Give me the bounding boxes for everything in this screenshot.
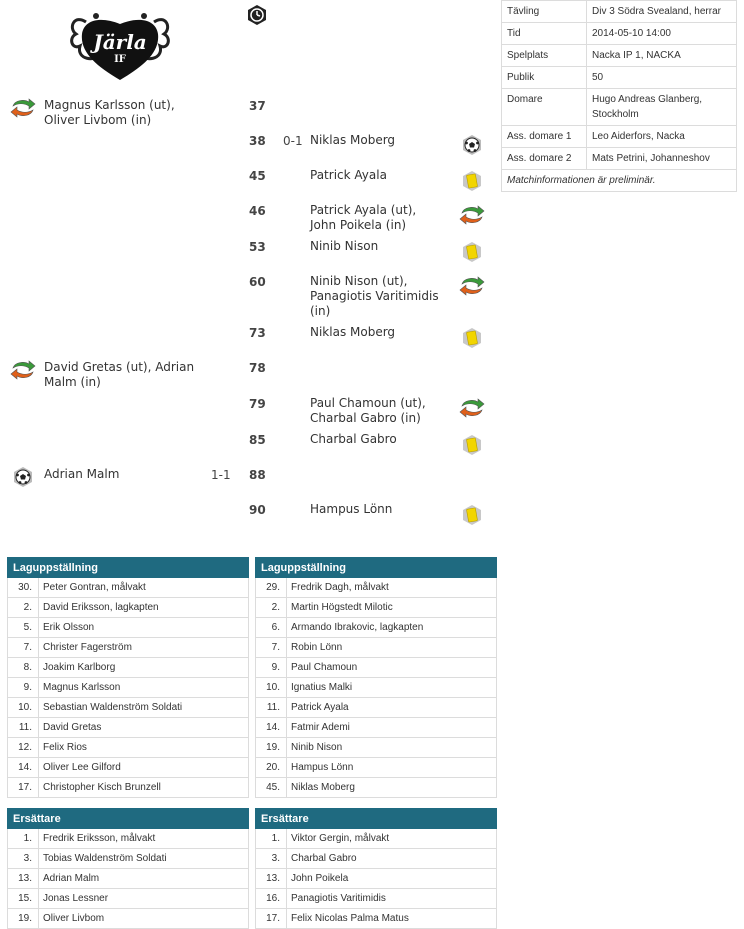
info-value: 2014-05-10 14:00 (587, 23, 737, 45)
away-event-text: Niklas Moberg (310, 133, 396, 147)
club-logo-suffix: IF (114, 54, 126, 65)
event-minute: 85 (249, 433, 266, 447)
player-row (256, 738, 497, 758)
event-minute: 78 (249, 361, 266, 375)
player-number: 9. (8, 678, 39, 698)
player-name: Adrian Malm (39, 869, 249, 889)
player-number: 16. (256, 889, 287, 909)
event-minute: 73 (249, 326, 266, 340)
event-minute: 79 (249, 397, 266, 411)
info-row (502, 1, 737, 23)
player-row (8, 578, 249, 598)
player-name: Christopher Kisch Brunzell (39, 778, 249, 798)
info-value: Hugo Andreas Glanberg, Stockholm (587, 89, 737, 126)
yellow-card-icon (461, 170, 483, 192)
player-number: 30. (8, 578, 39, 598)
player-name: Armando Ibrakovic, lagkapten (287, 618, 497, 638)
info-row (502, 89, 737, 126)
away-lineup-table (255, 557, 497, 798)
player-number: 29. (256, 578, 287, 598)
info-label: Spelplats (502, 45, 587, 67)
info-label: Domare (502, 89, 587, 126)
player-row (8, 618, 249, 638)
player-row (8, 849, 249, 869)
player-name: Oliver Lee Gilford (39, 758, 249, 778)
table-header: Ersättare (256, 809, 497, 829)
info-note: Matchinformationen är preliminär. (502, 170, 737, 192)
table-header: Ersättare (8, 809, 249, 829)
event-minute: 90 (249, 503, 266, 517)
player-name: Sebastian Waldenström Soldati (39, 698, 249, 718)
player-row (8, 718, 249, 738)
player-number: 6. (256, 618, 287, 638)
player-number: 13. (8, 869, 39, 889)
player-row (256, 598, 497, 618)
info-label: Tävling (502, 1, 587, 23)
event-minute: 88 (249, 468, 266, 482)
player-name: Niklas Moberg (287, 778, 497, 798)
player-row (8, 738, 249, 758)
goal-ball-icon (461, 134, 483, 156)
yellow-card-icon (461, 504, 483, 526)
player-row (8, 598, 249, 618)
info-value: Nacka IP 1, NACKA (587, 45, 737, 67)
home-event-text: Magnus Karlsson (ut), Oliver Livbom (in) (44, 98, 175, 127)
player-row (256, 678, 497, 698)
info-label: Ass. domare 1 (502, 126, 587, 148)
player-row (8, 678, 249, 698)
player-name: Peter Gontran, målvakt (39, 578, 249, 598)
player-row (8, 638, 249, 658)
player-name: David Gretas (39, 718, 249, 738)
player-name: Panagiotis Varitimidis (287, 889, 497, 909)
player-number: 9. (256, 658, 287, 678)
substitution-icon (10, 359, 32, 381)
player-row (256, 909, 497, 929)
player-name: Christer Fagerström (39, 638, 249, 658)
info-row (502, 126, 737, 148)
yellow-card-icon (461, 434, 483, 456)
table-header: Laguppställning (8, 558, 249, 578)
player-row (256, 698, 497, 718)
player-row (8, 778, 249, 798)
player-number: 13. (256, 869, 287, 889)
info-value: 50 (587, 67, 737, 89)
score-home: 1-1 (211, 468, 231, 482)
player-row (256, 869, 497, 889)
player-number: 3. (8, 849, 39, 869)
player-name: Fatmir Ademi (287, 718, 497, 738)
away-subs-table (255, 808, 497, 929)
player-name: Fredrik Eriksson, målvakt (39, 829, 249, 849)
event-minute: 37 (249, 99, 266, 113)
event-minute: 38 (249, 134, 266, 148)
player-name: Jonas Lessner (39, 889, 249, 909)
yellow-card-icon (461, 327, 483, 349)
home-event-text: David Gretas (ut), Adrian Malm (in) (44, 360, 195, 389)
player-number: 8. (8, 658, 39, 678)
away-event-text: Hampus Lönn (310, 502, 393, 516)
info-row (502, 67, 737, 89)
info-label: Publik (502, 67, 587, 89)
player-number: 14. (256, 718, 287, 738)
player-name: Hampus Lönn (287, 758, 497, 778)
player-row (256, 618, 497, 638)
player-name: Tobias Waldenström Soldati (39, 849, 249, 869)
player-number: 15. (8, 889, 39, 909)
player-number: 2. (8, 598, 39, 618)
player-row (256, 829, 497, 849)
player-name: Fredrik Dagh, målvakt (287, 578, 497, 598)
player-number: 7. (256, 638, 287, 658)
event-minute: 46 (249, 204, 266, 218)
player-number: 10. (8, 698, 39, 718)
player-row (256, 849, 497, 869)
player-row (256, 718, 497, 738)
player-name: Paul Chamoun (287, 658, 497, 678)
player-name: Felix Nicolas Palma Matus (287, 909, 497, 929)
info-row (502, 23, 737, 45)
event-minute: 45 (249, 169, 266, 183)
club-logo-name: Järla (93, 30, 147, 54)
yellow-card-icon (461, 241, 483, 263)
home-lineup-table (7, 557, 249, 798)
player-row (8, 909, 249, 929)
player-number: 11. (8, 718, 39, 738)
player-number: 17. (8, 778, 39, 798)
info-value: Mats Petrini, Johanneshov (587, 148, 737, 170)
info-label: Tid (502, 23, 587, 45)
player-row (256, 758, 497, 778)
player-number: 19. (256, 738, 287, 758)
event-minute: 60 (249, 275, 266, 289)
player-row (8, 658, 249, 678)
player-name: Viktor Gergin, målvakt (287, 829, 497, 849)
clock-icon (246, 4, 268, 26)
club-logo (66, 10, 174, 82)
player-name: John Poikela (287, 869, 497, 889)
player-number: 7. (8, 638, 39, 658)
player-name: David Eriksson, lagkapten (39, 598, 249, 618)
player-number: 1. (256, 829, 287, 849)
away-event-text: Paul Chamoun (ut), Charbal Gabro (in) (310, 396, 426, 425)
home-subs-table (7, 808, 249, 929)
player-number: 1. (8, 829, 39, 849)
player-name: Patrick Ayala (287, 698, 497, 718)
info-value: Leo Aiderfors, Nacka (587, 126, 737, 148)
player-row (8, 829, 249, 849)
player-name: Magnus Karlsson (39, 678, 249, 698)
player-name: Robin Lönn (287, 638, 497, 658)
player-number: 2. (256, 598, 287, 618)
away-event-text: Patrick Ayala (310, 168, 387, 182)
player-name: Oliver Livbom (39, 909, 249, 929)
away-event-text: Niklas Moberg (310, 325, 396, 339)
table-header: Laguppställning (256, 558, 497, 578)
player-row (8, 758, 249, 778)
player-number: 3. (256, 849, 287, 869)
goal-ball-icon (12, 466, 34, 488)
away-event-text: Charbal Gabro (310, 432, 397, 446)
player-number: 20. (256, 758, 287, 778)
away-event-text: Ninib Nison (ut), Panagiotis Varitimidis (in) (310, 274, 439, 318)
player-row (256, 889, 497, 909)
substitution-icon (10, 97, 32, 119)
player-number: 5. (8, 618, 39, 638)
player-row (8, 869, 249, 889)
player-name: Charbal Gabro (287, 849, 497, 869)
substitution-icon (459, 275, 481, 297)
player-row (8, 889, 249, 909)
player-row (256, 658, 497, 678)
home-event-text: Adrian Malm (44, 467, 120, 481)
info-row (502, 148, 737, 170)
player-number: 19. (8, 909, 39, 929)
player-number: 12. (8, 738, 39, 758)
player-row (256, 638, 497, 658)
player-number: 45. (256, 778, 287, 798)
info-value: Div 3 Södra Svealand, herrar (587, 1, 737, 23)
info-note-row (502, 170, 737, 192)
player-number: 10. (256, 678, 287, 698)
player-name: Erik Olsson (39, 618, 249, 638)
player-name: Martin Högstedt Milotic (287, 598, 497, 618)
player-number: 11. (256, 698, 287, 718)
away-event-text: Patrick Ayala (ut), John Poikela (in) (310, 203, 417, 232)
player-row (256, 578, 497, 598)
substitution-icon (459, 397, 481, 419)
info-row (502, 45, 737, 67)
player-row (256, 778, 497, 798)
player-name: Ignatius Malki (287, 678, 497, 698)
player-name: Ninib Nison (287, 738, 497, 758)
player-name: Joakim Karlborg (39, 658, 249, 678)
player-row (8, 698, 249, 718)
player-name: Felix Rios (39, 738, 249, 758)
info-label: Ass. domare 2 (502, 148, 587, 170)
match-info-table (501, 0, 737, 192)
substitution-icon (459, 204, 481, 226)
event-minute: 53 (249, 240, 266, 254)
away-event-text: Ninib Nison (310, 239, 379, 253)
player-number: 14. (8, 758, 39, 778)
player-number: 17. (256, 909, 287, 929)
score-away: 0-1 (283, 134, 303, 148)
